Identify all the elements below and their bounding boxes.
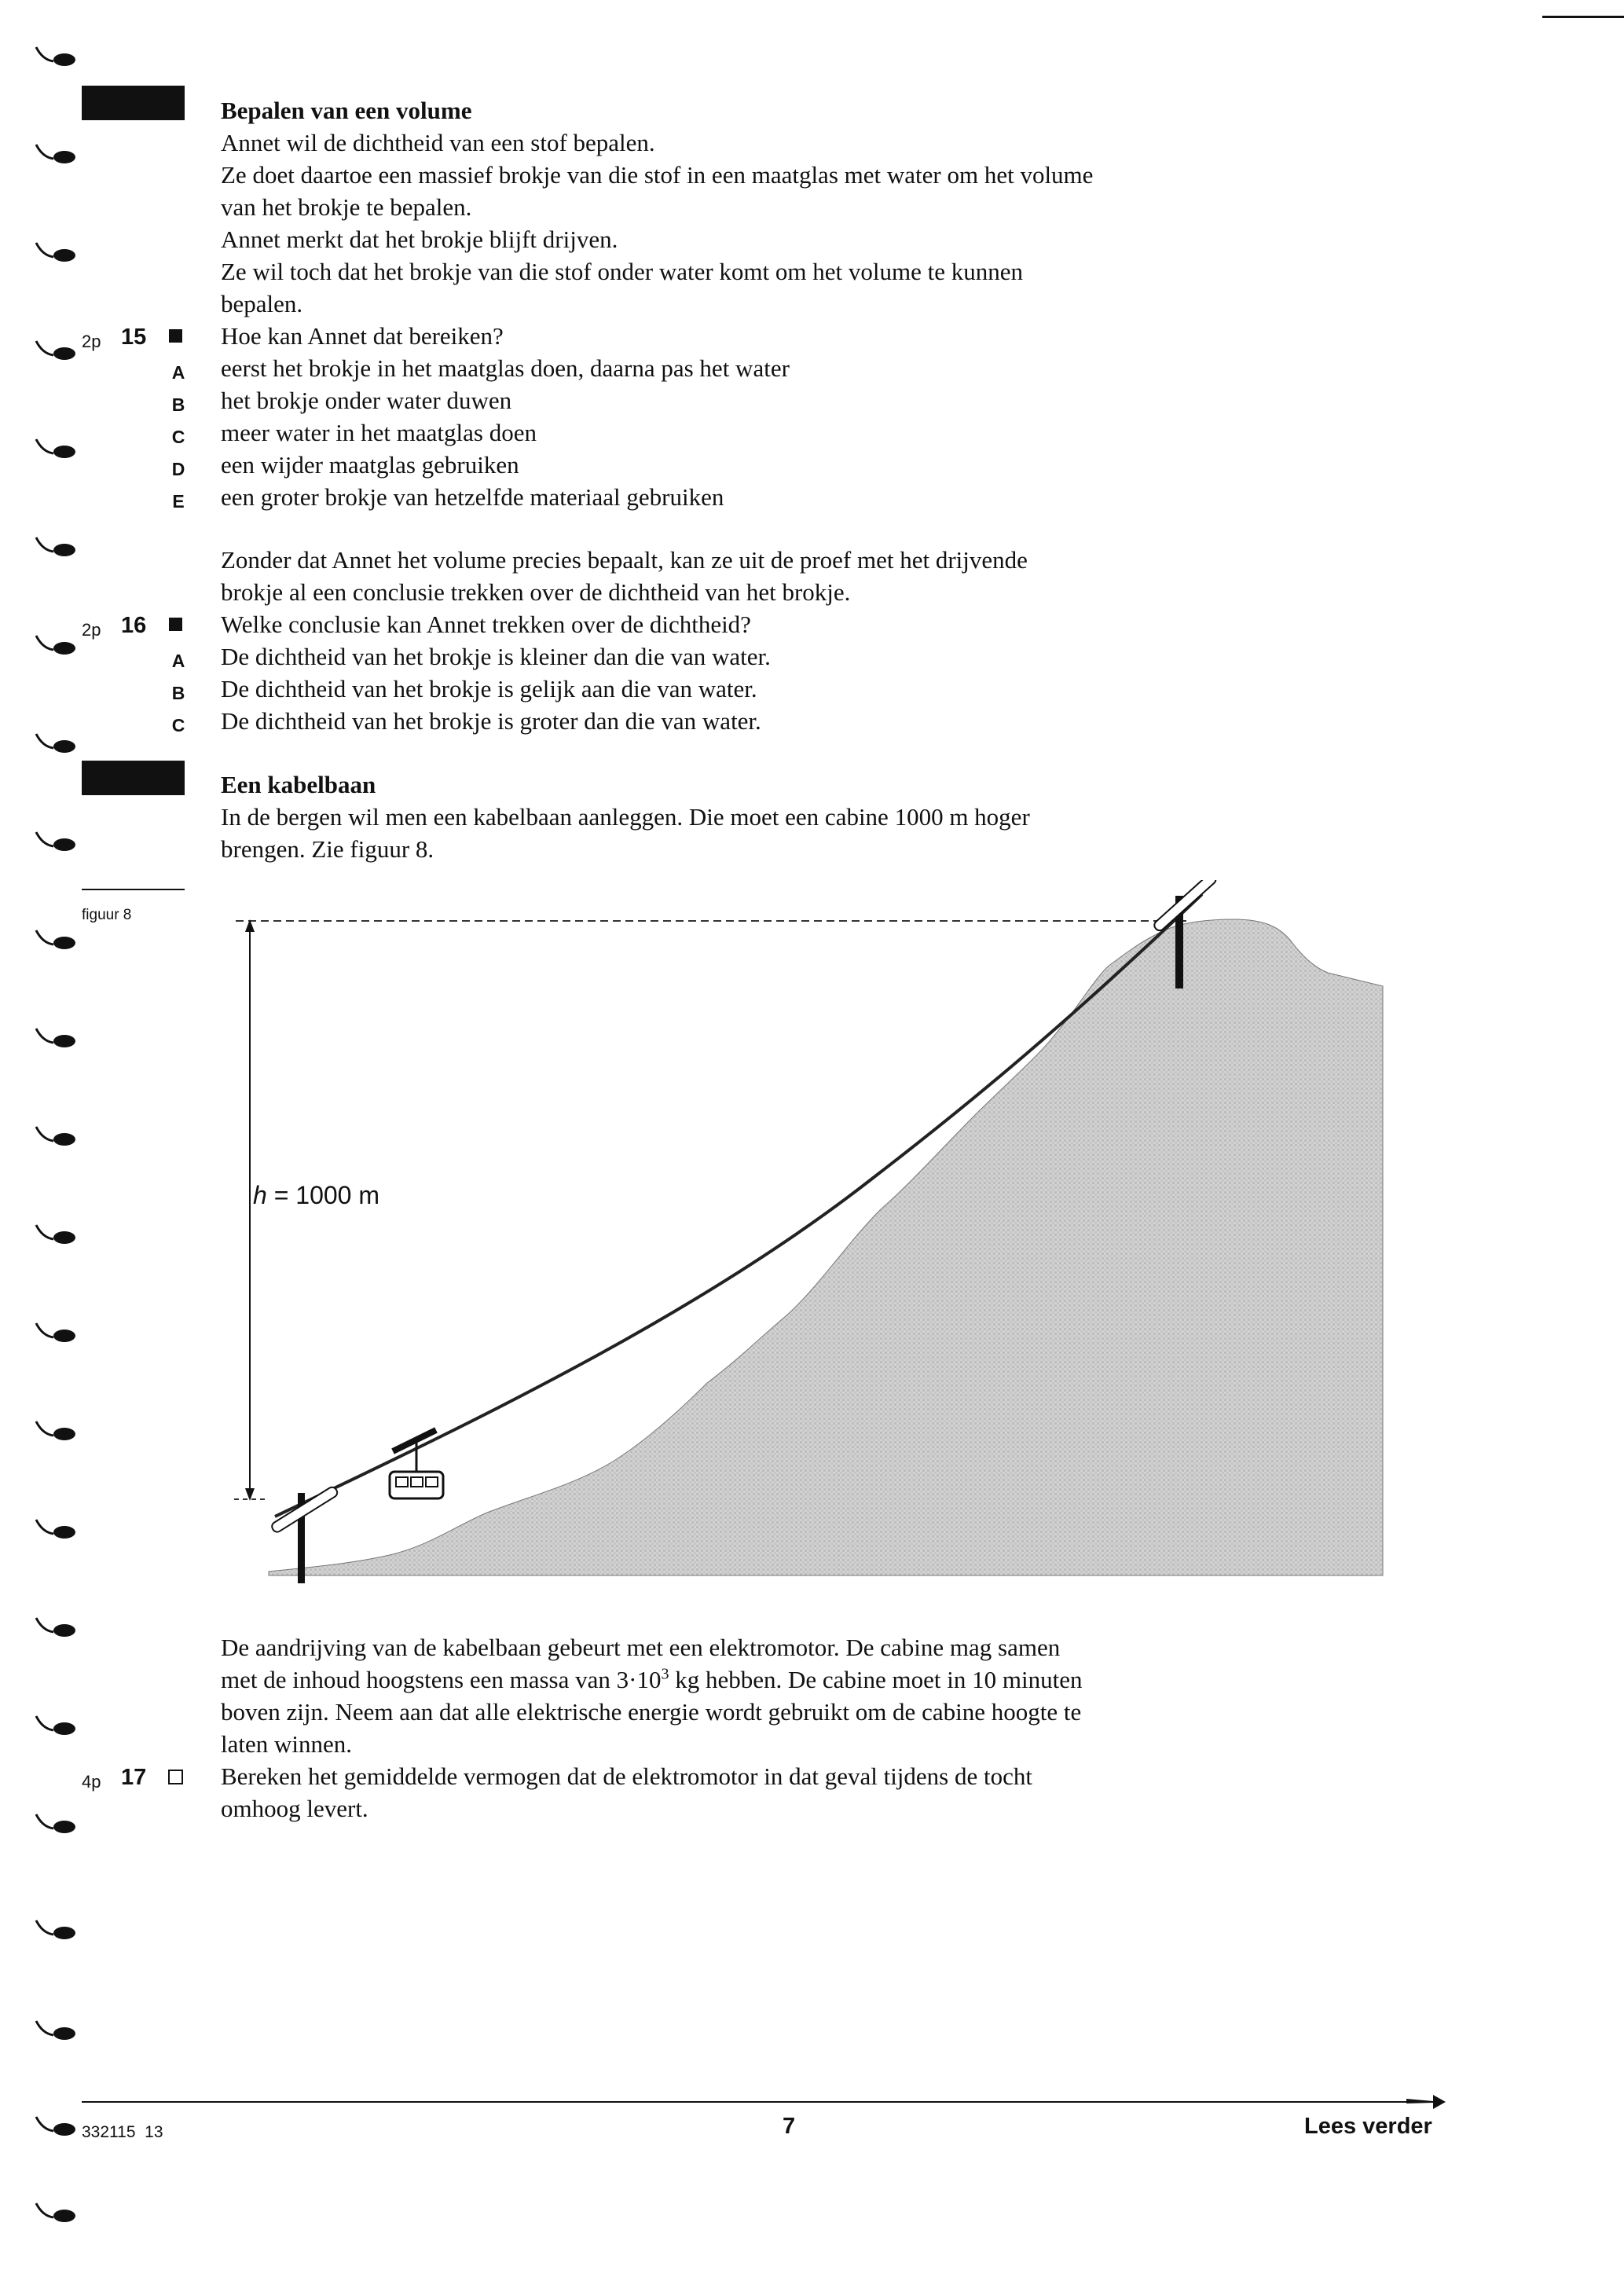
- option-text: De dichtheid van het brokje is groter dan die van water.: [221, 707, 761, 735]
- text-fragment: met de inhoud hoogstens een massa van 3·10: [221, 1666, 662, 1693]
- binder-hole-icon: [35, 731, 77, 754]
- binder-hole-icon: [35, 240, 77, 263]
- text-line: boven zijn. Neem aan dat alle elektrische energie wordt gebruikt om de cabine hoogte te: [221, 1698, 1082, 1726]
- text-line: brengen. Zie figuur 8.: [221, 835, 434, 863]
- binder-hole-icon: [35, 633, 77, 656]
- binder-hole-icon: [35, 1917, 77, 1941]
- text-line: bepalen.: [221, 290, 303, 317]
- option-text: De dichtheid van het brokje is kleiner dan die van water.: [221, 643, 771, 670]
- question-marker-icon: [169, 618, 182, 631]
- corner-mark: [1542, 16, 1624, 18]
- question-points: 2p: [82, 332, 101, 351]
- binder-hole-icon: [35, 2018, 77, 2041]
- option-letter: D: [171, 459, 185, 479]
- section-heading: Een kabelbaan: [221, 771, 376, 798]
- binder-hole-icon: [35, 1517, 77, 1540]
- question-text: Hoe kan Annet dat bereiken?: [221, 322, 504, 350]
- question-number: 17: [121, 1765, 147, 1790]
- text-line: Annet wil de dichtheid van een stof bepalen.: [221, 129, 655, 156]
- height-label: h = 1000 m: [253, 1181, 379, 1209]
- binder-hole-icon: [35, 2114, 77, 2137]
- question-marker-icon: [169, 329, 182, 343]
- figure-rule: [82, 889, 185, 890]
- question-number: 16: [121, 613, 147, 638]
- text-line: Zonder dat Annet het volume precies bepaalt, kan ze uit de proef met het drijvende: [221, 546, 1028, 574]
- binder-hole-icon: [35, 2200, 77, 2224]
- option-text: een wijder maatglas gebruiken: [221, 451, 519, 479]
- option-letter: C: [171, 427, 185, 447]
- text-line: [221, 1663, 1082, 1696]
- option-letter: A: [171, 651, 185, 671]
- option-text: meer water in het maatglas doen: [221, 419, 537, 446]
- question-text: Bereken het gemiddelde vermogen dat de elektromotor in dat geval tijdens de tocht: [221, 1762, 1032, 1790]
- question-text: Welke conclusie kan Annet trekken over de dichtheid?: [221, 611, 751, 638]
- binder-hole-icon: [35, 1418, 77, 1442]
- binder-hole-icon: [35, 1320, 77, 1344]
- arrow-right-icon: [1406, 2092, 1446, 2111]
- section-bar: [82, 86, 185, 120]
- binder-hole-icon: [35, 1124, 77, 1147]
- text-line: Annet merkt dat het brokje blijft drijven.: [221, 226, 618, 253]
- option-text: De dichtheid van het brokje is gelijk aan die van water.: [221, 675, 757, 702]
- binder-hole-icon: [35, 436, 77, 460]
- cabin-window: [426, 1477, 438, 1487]
- binder-hole-icon: [35, 1713, 77, 1737]
- page-number: 7: [783, 2114, 796, 2139]
- text-fragment: kg hebben. De cabine moet in 10 minuten: [669, 1666, 1083, 1693]
- text-line: In de bergen wil men een kabelbaan aanleggen. Die moet een cabine 1000 m hoger: [221, 803, 1030, 831]
- option-letter: E: [172, 491, 185, 512]
- section-bar: [82, 761, 185, 795]
- text-line: Ze wil toch dat het brokje van die stof onder water komt om het volume te kunnen: [221, 258, 1024, 285]
- option-letter: A: [171, 362, 185, 383]
- binder-hole-icon: [35, 338, 77, 361]
- binder-hole-icon: [35, 141, 77, 165]
- binder-hole-icon: [35, 44, 77, 68]
- binder-hole-icon: [35, 829, 77, 853]
- cabin-window: [396, 1477, 408, 1487]
- option-text: het brokje onder water duwen: [221, 387, 512, 414]
- figure-label: figuur 8: [82, 907, 132, 923]
- question-text: omhoog levert.: [221, 1795, 368, 1822]
- option-text: eerst het brokje in het maatglas doen, daarna pas het water: [221, 354, 790, 382]
- section-heading: Bepalen van een volume: [221, 97, 472, 124]
- binder-hole-icon: [35, 1615, 77, 1638]
- binder-hole-icon: [35, 1222, 77, 1245]
- binder-hole-icon: [35, 1025, 77, 1049]
- cabin-window: [411, 1477, 423, 1487]
- exponent: 3: [661, 1665, 669, 1683]
- binder-hole-icon: [35, 927, 77, 951]
- option-letter: B: [171, 394, 185, 415]
- question-marker-icon: [168, 1770, 183, 1784]
- option-text: een groter brokje van hetzelfde materiaal gebruiken: [221, 483, 724, 511]
- question-points: 2p: [82, 620, 101, 640]
- footer-rule: [82, 2101, 1433, 2103]
- option-letter: C: [171, 715, 185, 735]
- binder-hole-icon: [35, 1811, 77, 1835]
- question-number: 15: [121, 325, 147, 350]
- option-letter: B: [171, 683, 185, 703]
- text-line: van het brokje te bepalen.: [221, 193, 472, 221]
- text-line: brokje al een conclusie trekken over de dichtheid van het brokje.: [221, 578, 851, 606]
- next-page-label: Lees verder: [1304, 2114, 1432, 2139]
- text-line: Ze doet daartoe een massief brokje van die stof in een maatglas met water om het volume: [221, 161, 1094, 189]
- question-points: 4p: [82, 1772, 101, 1792]
- text-line: De aandrijving van de kabelbaan gebeurt met een elektromotor. De cabine mag samen: [221, 1634, 1061, 1661]
- footer-code: 332115 13: [82, 2123, 163, 2141]
- text-line: laten winnen.: [221, 1730, 353, 1758]
- binder-hole-icon: [35, 534, 77, 558]
- cable-car-figure: [220, 880, 1399, 1603]
